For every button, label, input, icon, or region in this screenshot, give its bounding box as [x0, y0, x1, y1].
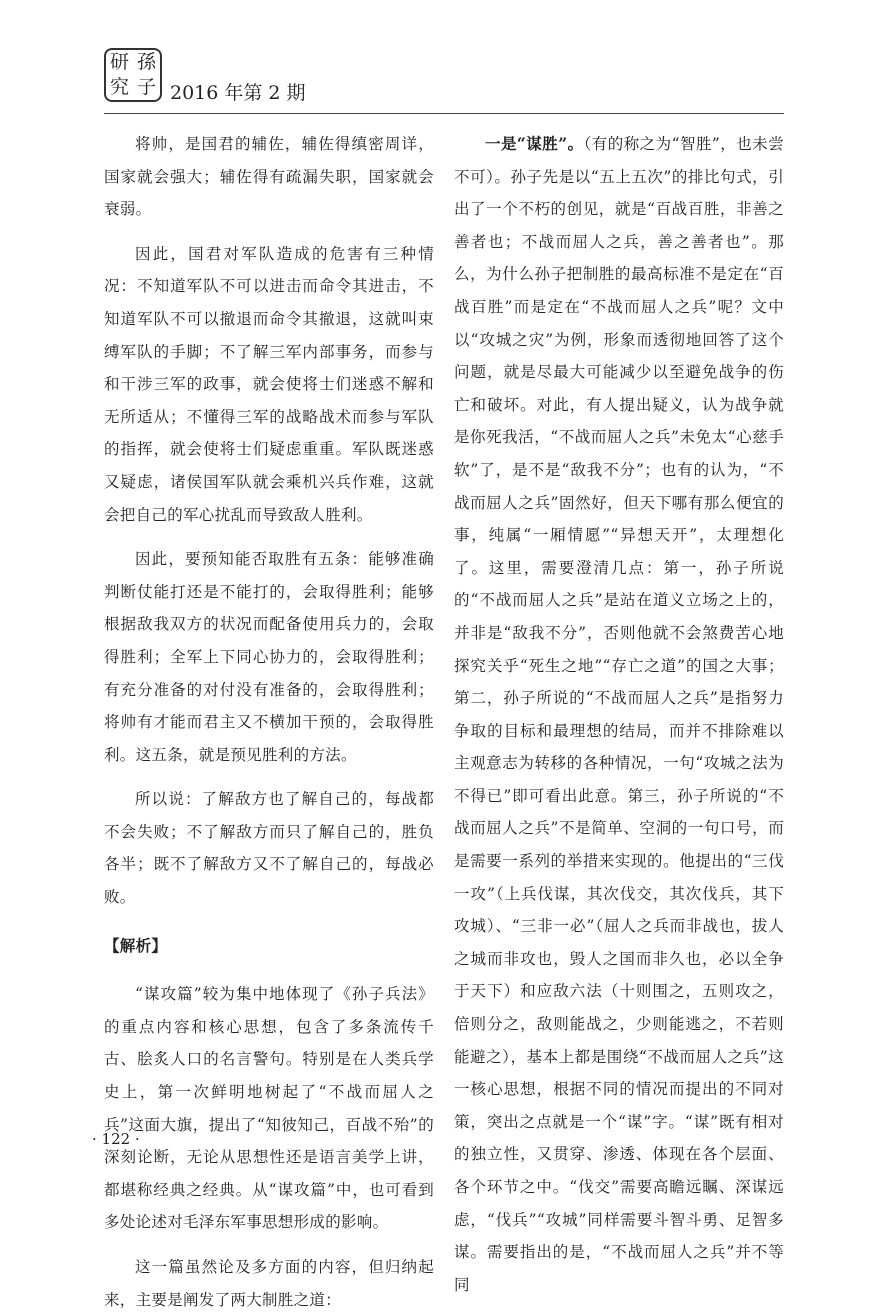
logo-char: 研: [109, 51, 129, 73]
paragraph: [454, 128, 784, 1301]
left-column: [104, 128, 434, 1316]
section-heading: 【解析】: [104, 935, 168, 955]
paragraph: “谋攻篇”较为集中地体现了《孙子兵法》的重点内容和核心思想，包含了多条流传千古、脍炙人口的名言警句。特别是在人类兵学史上，第一次鲜明地树起了“不战而屈人之兵”这面大旗，提出了“知彼知己，百战不殆”的深刻论断，无论从思想性还是语言美学上讲，都堪称经典之经典。从“谋攻篇”中，也可看到多处论述对毛泽东军事思想形成的影响。: [104, 985, 434, 1232]
logo-char: 究: [109, 76, 129, 98]
paragraph: 因此，国君对军队造成的危害有三种情况：不知道军队不可以进击而命令其进击，不知道军队不可以撤退而命令其撤退，这就叫束缚军队的手脚；不了解三军内部事务，而参与和干涉三军的政事，就会使将士们迷惑不解和无所适从；不懂得三军的战略战术而参与军队的指挥，就会使将士们疑虑重重。军队既迷惑又疑虑，诸侯国军队就会乘机兴兵作难，这就会把自己的军心扰乱而导致敌人胜利。: [104, 244, 434, 524]
paragraph-text: （有的称之为“智胜”，也未尝不可）。孙子先是以“五上五次”的排比句式，引出了一个不朽的创见，就是“百战百胜，非善之善者也；不战而屈人之兵，善之善者也”。那么，为什么孙子把制胜的最高标准不是定在“百战百胜”而是定在“不战而屈人之兵”呢？文中以“攻城之灾”为例，形象而透彻地回答了这个问题，就是尽最大可能减少以至避免战争的伤亡和破坏。对此，有人提出疑义，认为战争就是你死我活，“不战而屈人之兵”未免太“心慈手软”了，是不是“敌我不分”；也有的认为，“不战而屈人之兵”固然好，但天下哪有那么便宜的事，纯属“一厢情愿”“异想天开”，太理想化了。这里，需要澄清几点：第一，孙子所说的“不战而屈人之兵”是站在道义立场之上的，并非是“敌我不分”，否则他就不会煞费苦心地探究关乎“死生之地”“存亡之道”的国之大事；第二，孙子所说的“不战而屈人之兵”是指努力争取的目标和最理想的结局，而并不排除难以主观意志为转移的各种情况，一句“攻城之法为不得已”即可看出此意。第三，孙子所说的“不战而屈人之兵”不是简单、空洞的一句口号，而是需要一系列的举措来实现的。他提出的“三伐一攻”（上兵伐谋，其次伐交，其次伐兵，其下攻城）、“三非一必”（屈人之兵而非战也，拔人之城而非攻也，毁人之国而非久也，必以全争于天下）和应敌六法（十则围之，五则攻之，倍则分之，敌则能战之，少则能逃之，不若则能避之），基本上都是围绕“不战而屈人之兵”这一核心思想，根据不同的情况而提出的不同对策，突出之点就是一个“谋”字。“谋”既有相对的独立性，又贯穿、渗透、体现在各个层面、各个环节之中。“伐交”需要高瞻远瞩、深谋远虑，“伐兵”“攻城”同样需要斗智斗勇、足智多谋。需要指出的是，“不战而屈人之兵”并不等同: [454, 135, 784, 1294]
right-column: [454, 128, 784, 1301]
paragraph: 因此，要预知能否取胜有五条：能够准确判断仗能打还是不能打的，会取得胜利；能够根据敌我双方的状况而配备使用兵力的，会取得胜利；全军上下同心协力的，会取得胜利；有充分准备的对付没有准备的，会取得胜利；将帅有才能而君主又不横加干预的，会取得胜利。这五条，就是预见胜利的方法。: [104, 550, 434, 764]
logo-char: 孫: [136, 51, 156, 73]
journal-logo-seal: [104, 48, 162, 102]
lead-bold-text: 一是“谋胜”。: [485, 134, 584, 153]
paragraph: 将帅，是国君的辅佐，辅佐得缜密周详，国家就会强大；辅佐得有疏漏失职，国家就会衰弱。: [104, 135, 434, 219]
header-divider: [104, 113, 784, 114]
page-number: · 122 ·: [92, 1130, 140, 1148]
paragraph: 这一篇虽然论及多方面的内容，但归纳起来，主要是阐发了两大制胜之道：: [104, 1258, 434, 1309]
page-header: [104, 48, 784, 112]
paragraph: 所以说：了解敌方也了解自己的，每战都不会失败；不了解敌方而只了解自己的，胜负各半；既不了解敌方又不了解自己的，每战必败。: [104, 790, 434, 907]
logo-char: 子: [136, 76, 156, 98]
issue-label: 2016 年第 2 期: [170, 82, 306, 104]
